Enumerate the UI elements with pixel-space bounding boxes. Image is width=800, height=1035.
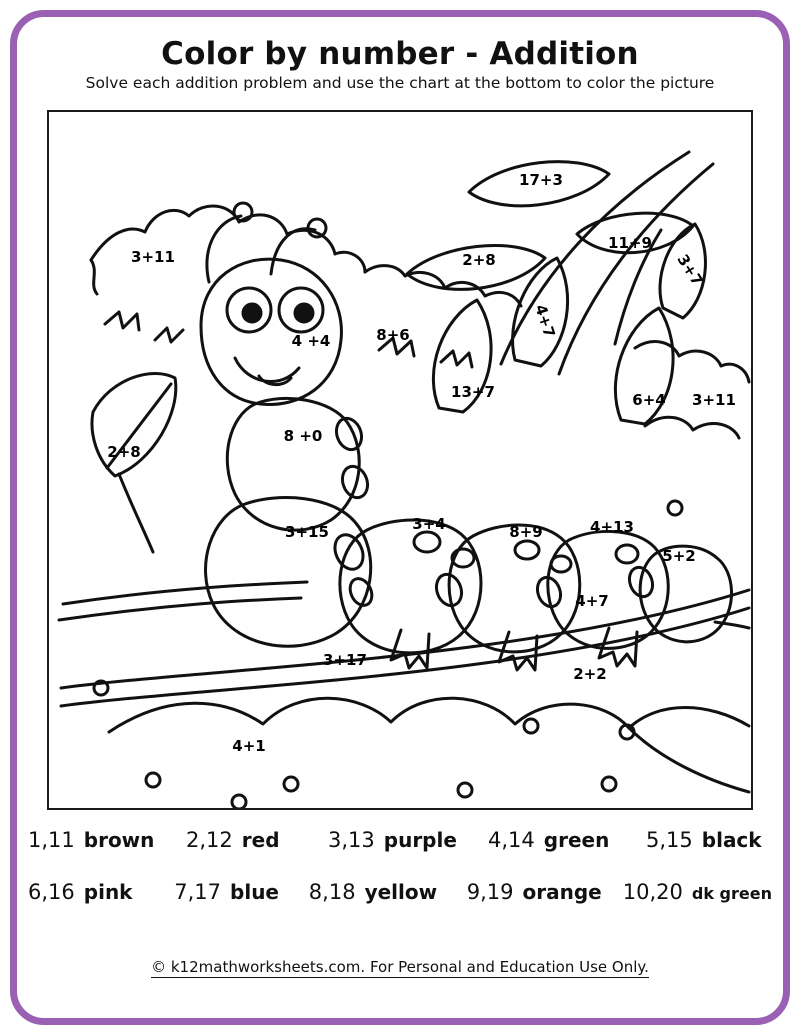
- equation-label: 2+2: [573, 665, 607, 683]
- color-key-item: [28, 880, 174, 904]
- color-key-name: yellow: [364, 880, 438, 904]
- equation-label: 3+7: [673, 251, 707, 289]
- equation-label: 4 +4: [291, 332, 331, 350]
- color-key-name: black: [701, 828, 762, 852]
- color-key-item: [28, 828, 186, 852]
- color-key-numbers: 2,12: [186, 828, 233, 852]
- color-key-numbers: 4,14: [488, 828, 535, 852]
- color-key-numbers: 8,18: [308, 880, 356, 904]
- color-key-item: [174, 880, 309, 904]
- equation-label: 6+4: [632, 391, 666, 409]
- equation-label: 3+11: [692, 391, 736, 409]
- equation-label: 11+9: [608, 234, 652, 252]
- color-key-name: purple: [383, 828, 457, 852]
- color-key-name: pink: [83, 880, 133, 904]
- equation-label: 4+1: [232, 737, 266, 755]
- color-key-numbers: 7,17: [174, 880, 222, 904]
- equation-label: 8+6: [376, 326, 410, 344]
- page-title: Color by number - Addition: [161, 36, 639, 72]
- color-key-name: green: [543, 828, 610, 852]
- equation-label: 8+9: [509, 523, 543, 541]
- color-key-item: [328, 828, 488, 852]
- color-key-numbers: 10,20: [622, 880, 683, 904]
- coloring-picture: [47, 110, 753, 810]
- equation-label: 3+4: [412, 515, 446, 533]
- equation-label: 2+8: [462, 251, 496, 269]
- color-key-numbers: 9,19: [466, 880, 514, 904]
- color-key-row-1: [28, 828, 772, 852]
- equation-label: 4+13: [590, 518, 634, 536]
- equation-label: 4+7: [575, 592, 609, 610]
- page-subtitle: Solve each addition problem and use the chart at the bottom to color the picture: [85, 74, 715, 92]
- color-key-item: [309, 880, 467, 904]
- equation-label: 4+7: [531, 302, 559, 340]
- color-key-item: [186, 828, 328, 852]
- equation-label: 3+15: [285, 523, 329, 541]
- color-key-item: [623, 880, 772, 904]
- footer-credit-text: © k12mathworksheets.com. For Personal and Education Use Only.: [151, 958, 649, 976]
- equation-label: 17+3: [519, 171, 563, 189]
- color-key-name: red: [241, 828, 280, 852]
- color-key-name: blue: [230, 880, 279, 904]
- caterpillar-scene-svg: [49, 112, 751, 808]
- color-key-name: orange: [522, 880, 602, 904]
- color-key: [28, 822, 772, 932]
- color-key-numbers: 6,16: [28, 880, 75, 904]
- color-key-row-2: [28, 880, 772, 904]
- color-key-item: [646, 828, 762, 852]
- equation-label: 2+8: [107, 443, 141, 461]
- color-key-name: dk green: [691, 884, 772, 903]
- equation-label: 3+17: [323, 651, 367, 669]
- color-key-item: [467, 880, 623, 904]
- color-key-numbers: 1,11: [28, 828, 75, 852]
- equation-label: 5+2: [662, 547, 696, 565]
- equation-label: 3+11: [131, 248, 175, 266]
- equation-label: 8 +0: [283, 427, 323, 445]
- color-key-name: brown: [83, 828, 155, 852]
- color-key-numbers: 3,13: [328, 828, 375, 852]
- footer-credit: [0, 958, 800, 976]
- color-key-item: [488, 828, 646, 852]
- color-key-numbers: 5,15: [646, 828, 693, 852]
- equation-label: 13+7: [451, 383, 495, 401]
